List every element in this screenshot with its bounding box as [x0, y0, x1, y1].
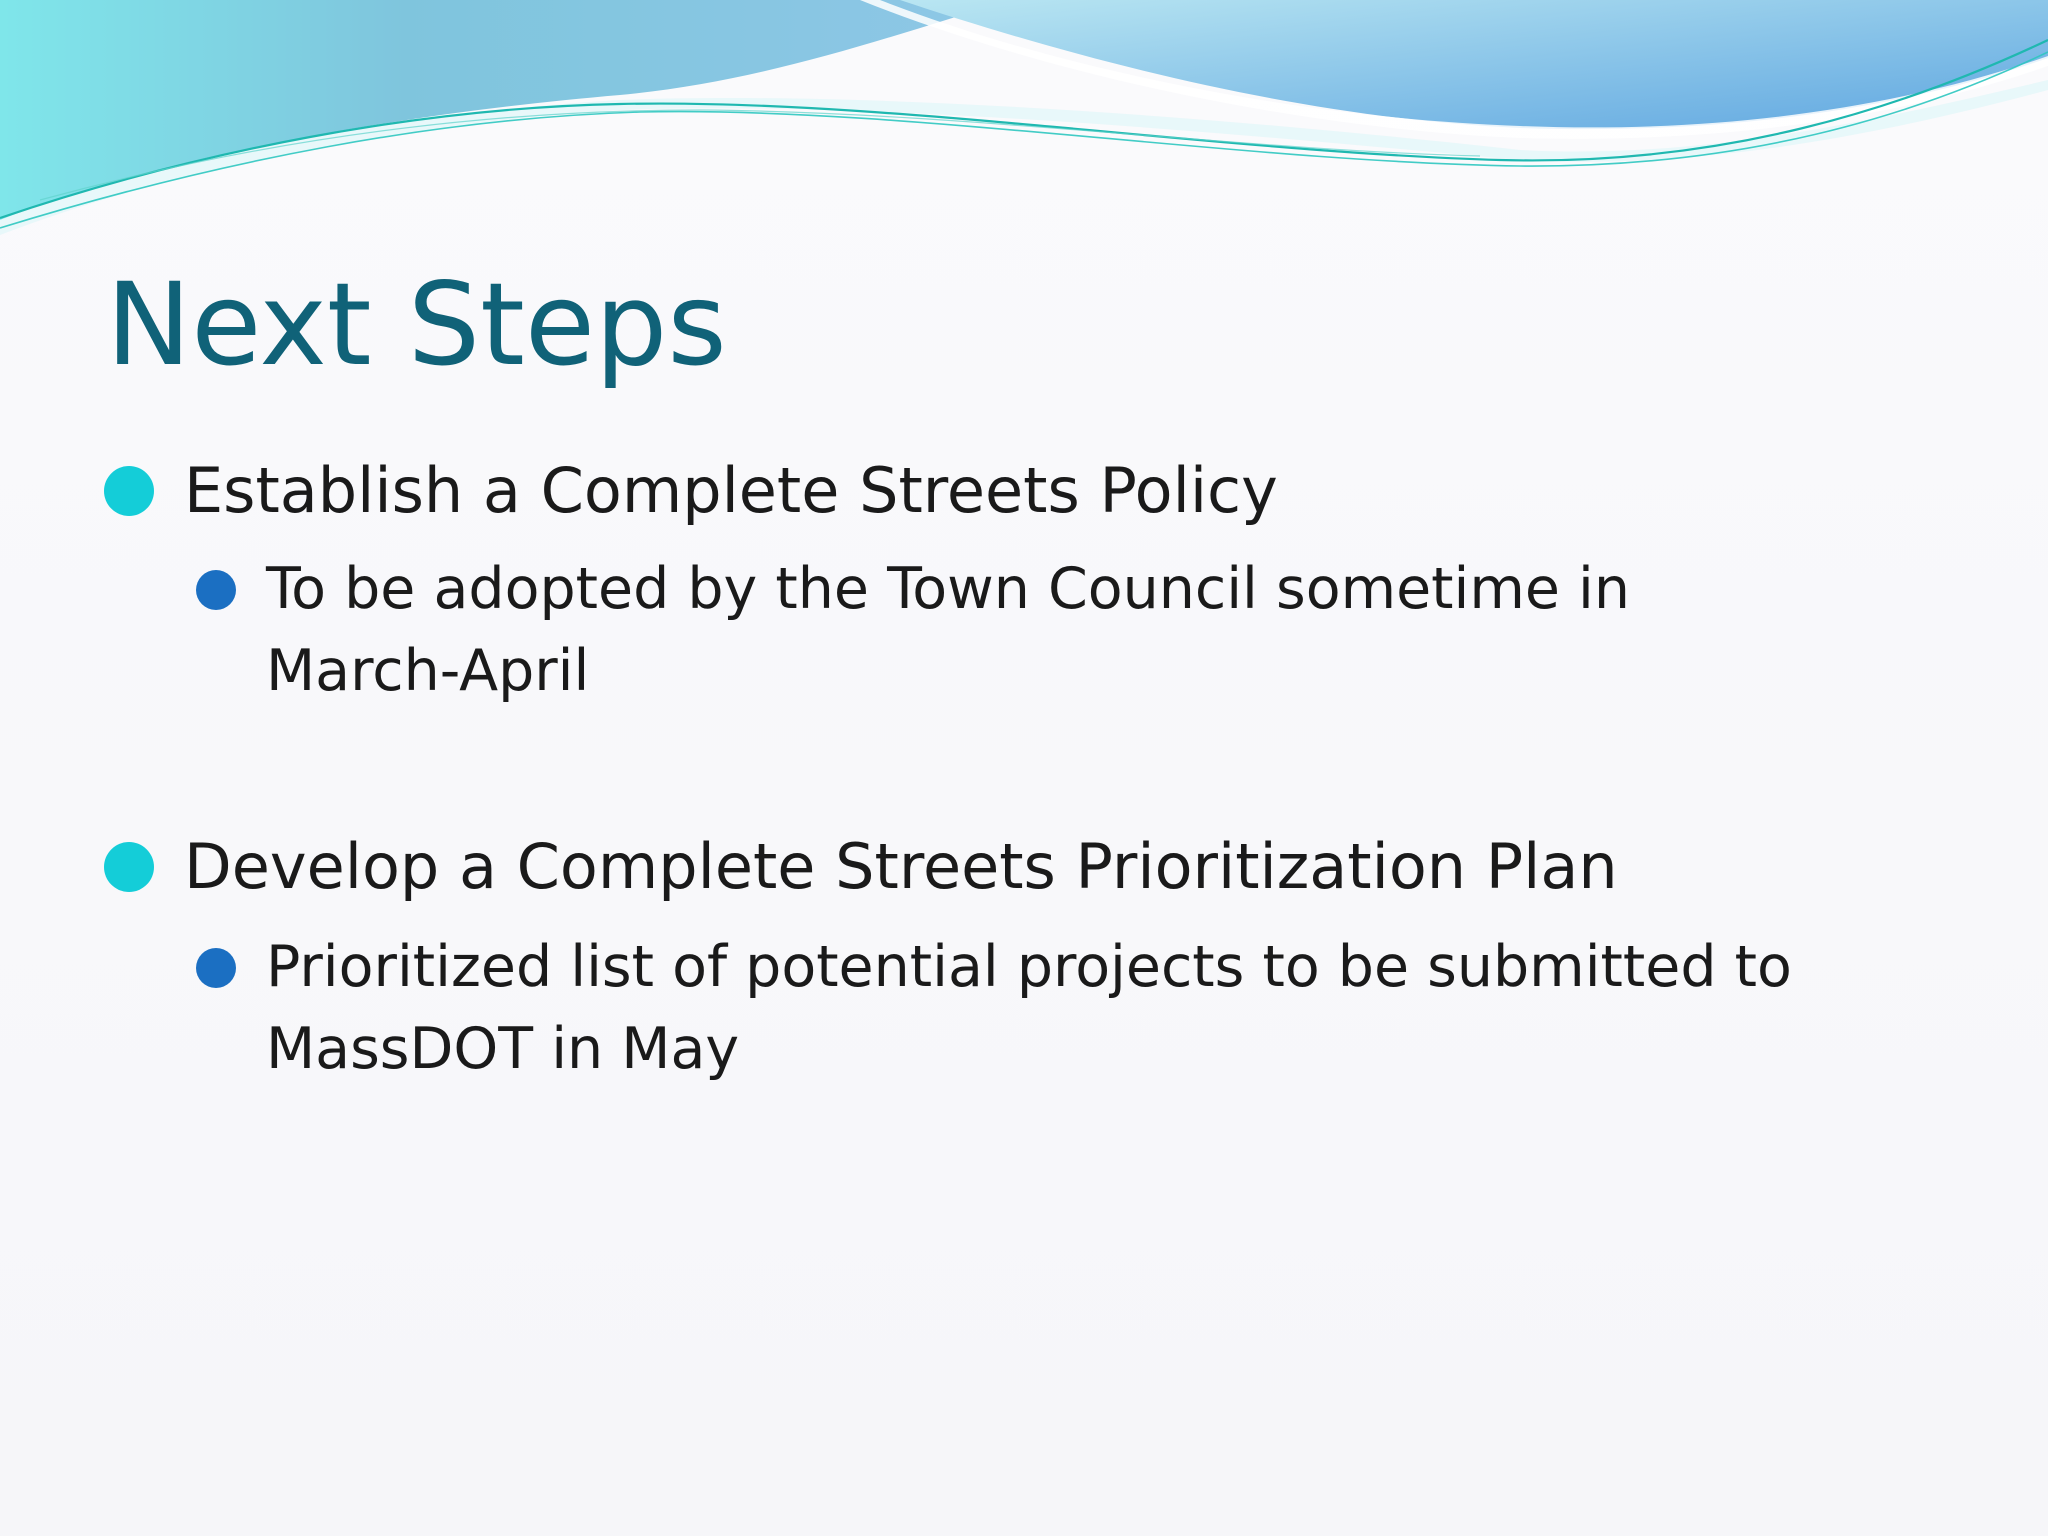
bullet-item-2: Develop a Complete Streets Prioritization Plan: [184, 830, 1618, 903]
sub-bullet-item-2: Prioritized list of potential projects to be submitted to MassDOT in May: [266, 934, 1792, 1082]
circle-bullet-icon: [104, 466, 154, 516]
bullet-item-1: Establish a Complete Streets Policy: [184, 454, 1278, 527]
sub-bullet-item-1: To be adopted by the Town Council sometime in March-April: [266, 556, 1631, 704]
slide-title: Next Steps: [106, 258, 727, 391]
circle-bullet-icon: [104, 842, 154, 892]
circle-bullet-icon: [196, 570, 236, 610]
circle-bullet-icon: [196, 948, 236, 988]
